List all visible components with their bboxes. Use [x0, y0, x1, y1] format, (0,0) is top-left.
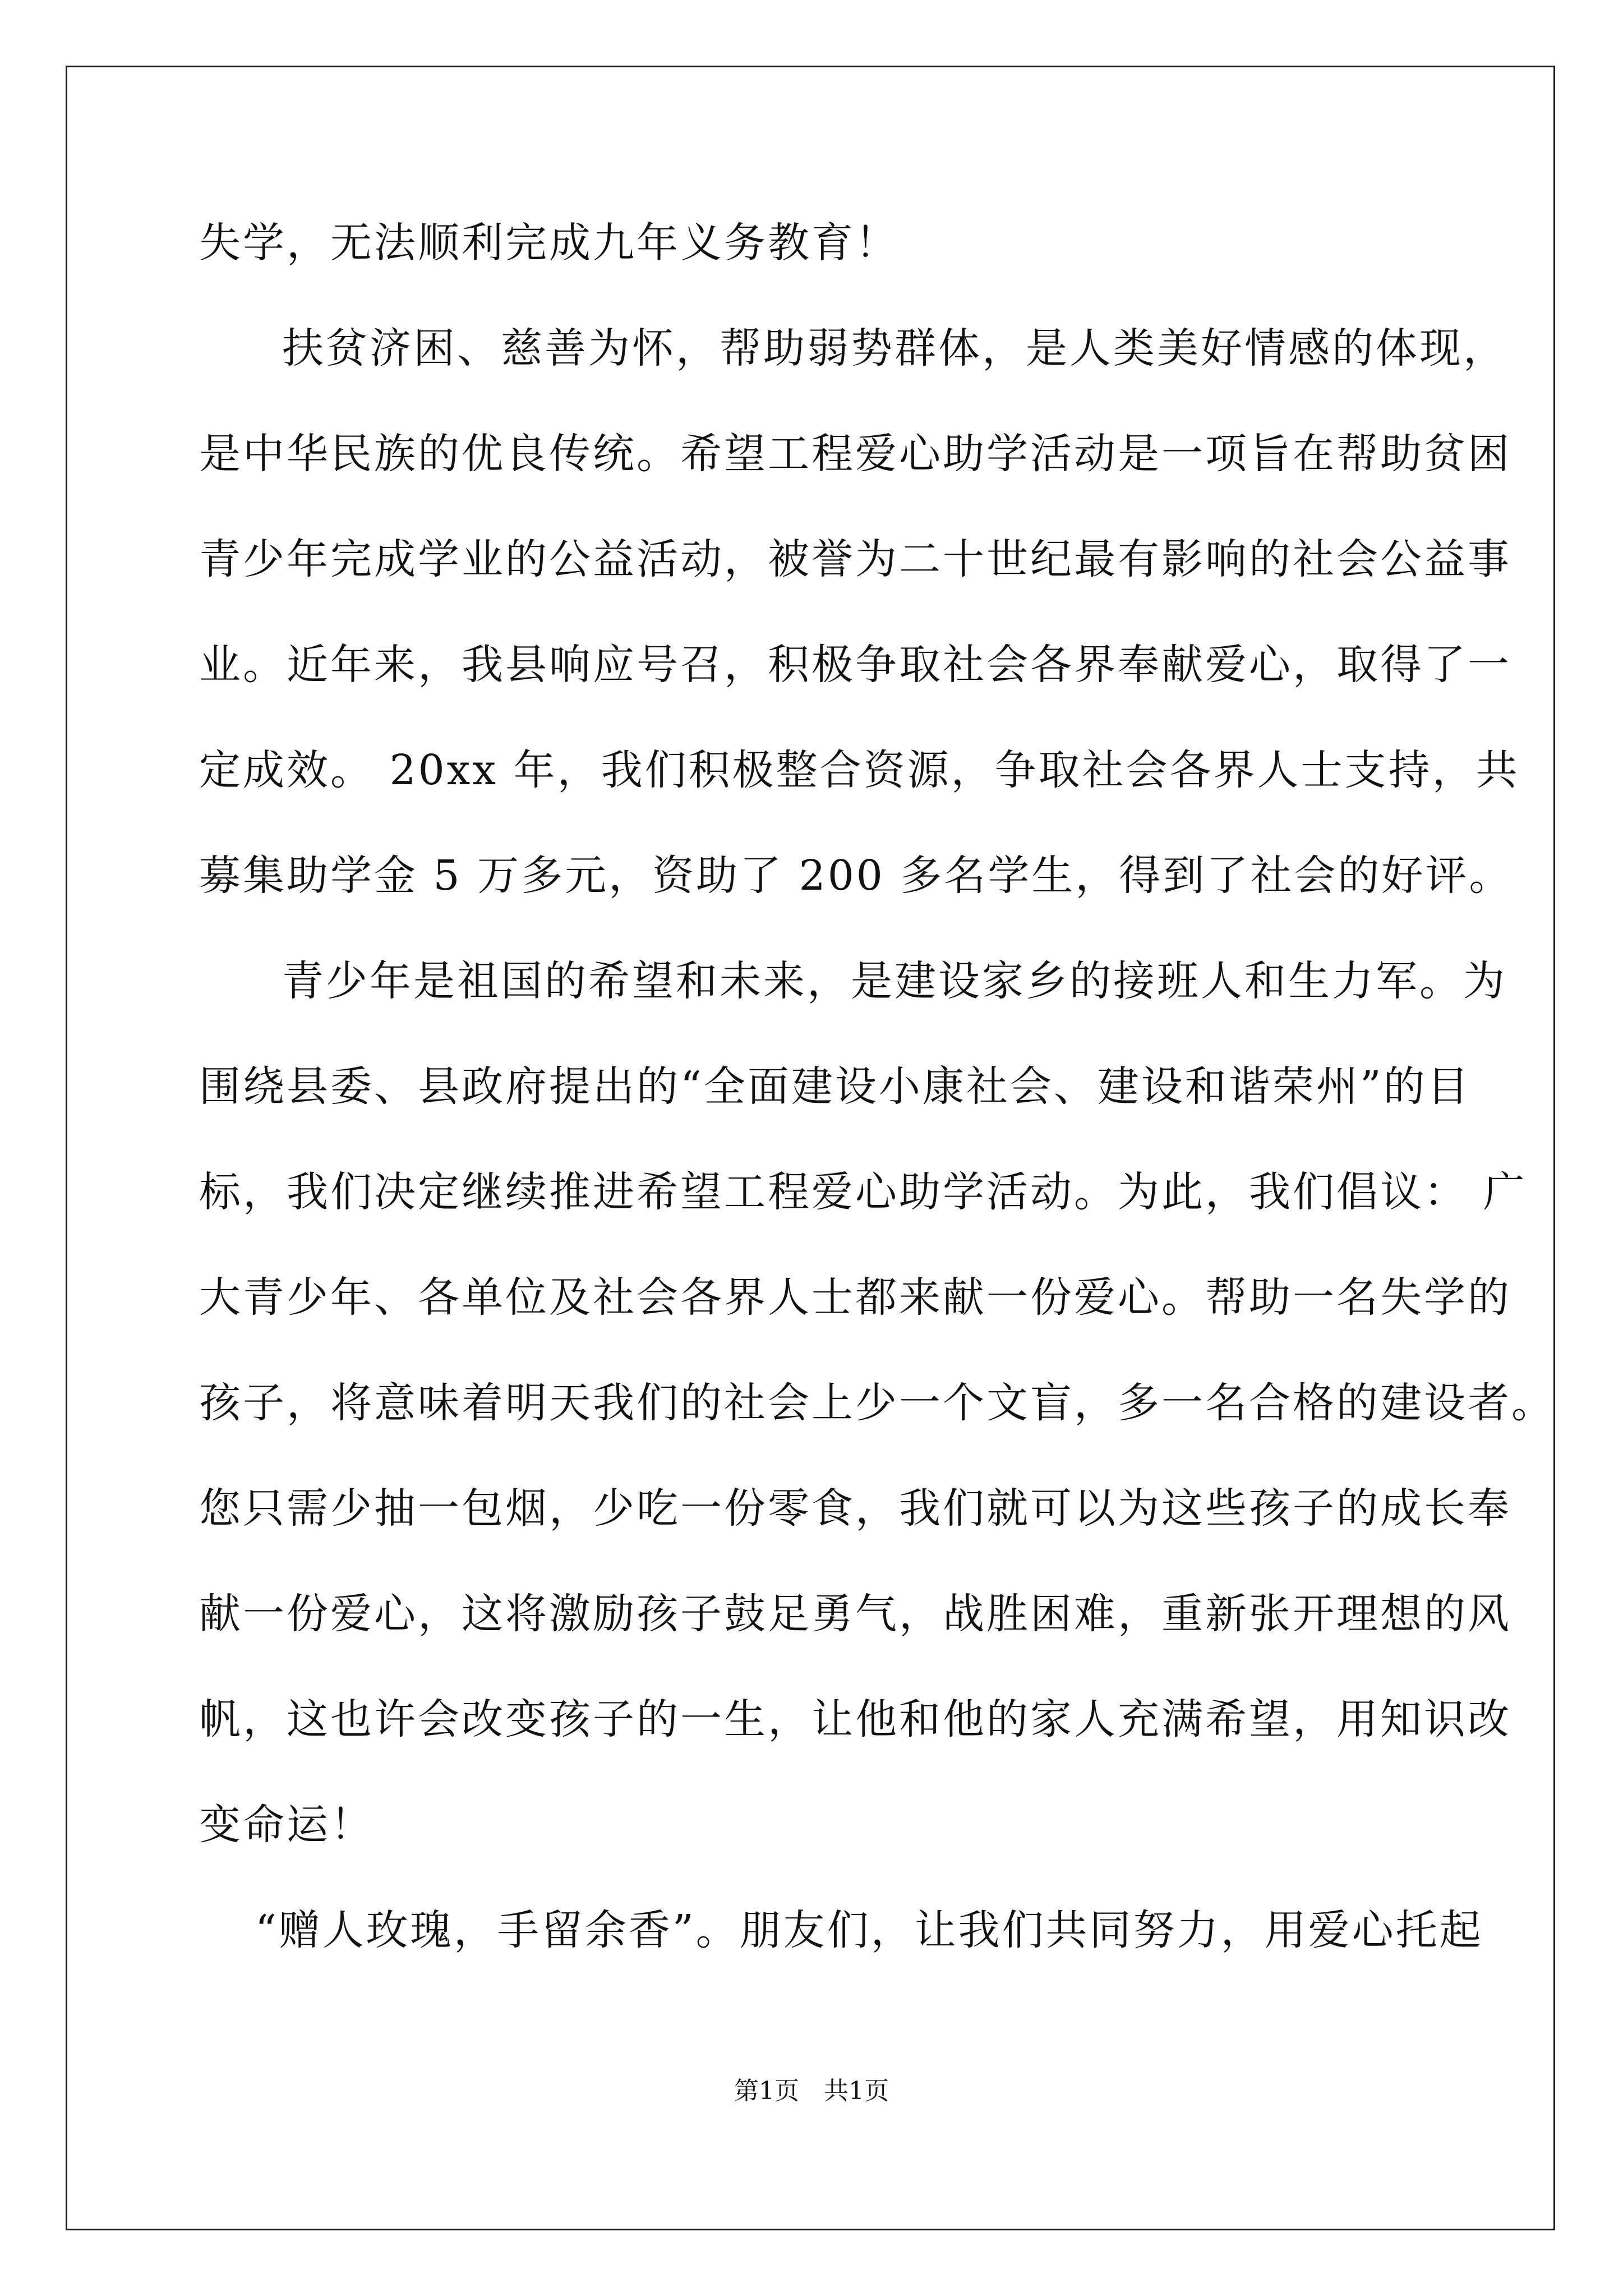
page-footer	[0, 2076, 1623, 2107]
text-line: 变命运！	[199, 1801, 374, 1849]
text-line: 大青少年、各单位及社会各界人士都来献一份爱心。帮助一名失学的	[199, 1273, 1511, 1322]
text-line: 标，我们决定继续推进希望工程爱心助学活动。为此，我们倡议： 广	[199, 1168, 1527, 1216]
text-line: 您只需少抽一包烟，少吃一份零食，我们就可以为这些孩子的成长奉	[199, 1484, 1511, 1533]
text-line: 是中华民族的优良传统。希望工程爱心助学活动是一项旨在帮助贫困	[199, 430, 1511, 478]
text-line: 围绕县委、县政府提出的“全面建设小康社会、建设和谐荣州”的目	[199, 1062, 1471, 1111]
text-line: 青少年完成学业的公益活动，被誉为二十世纪最有影响的社会公益事	[199, 535, 1511, 583]
text-line: 献一份爱心，这将激励孩子鼓足勇气，战胜困难，重新张开理想的风	[199, 1590, 1511, 1638]
text-line: 孩子，将意味着明天我们的社会上少一个文盲，多一名合格的建设者。	[199, 1379, 1555, 1427]
text-line: 募集助学金 5 万多元，资助了 200 多名学生，得到了社会的好评。	[199, 852, 1513, 900]
text-line: 青少年是祖国的希望和未来，是建设家乡的接班人和生力军。为	[282, 957, 1507, 1005]
text-line: 帆，这也许会改变孩子的一生，让他和他的家人充满希望，用知识改	[199, 1695, 1511, 1743]
page-number: 第1页	[734, 2077, 799, 2105]
page-total: 共1页	[824, 2077, 889, 2105]
text-line: 业。近年来，我县响应号召，积极争取社会各界奉献爱心，取得了一	[199, 641, 1511, 689]
text-line: 扶贫济困、慈善为怀，帮助弱势群体，是人类美好情感的体现，	[282, 324, 1507, 372]
text-line: 定成效。 20xx 年，我们积极整合资源，争取社会各界人士支持，共	[199, 746, 1520, 794]
text-line: “赠人玫瑰，手留余香”。朋友们，让我们共同努力，用爱心托起	[255, 1906, 1483, 1954]
text-line: 失学，无法顺利完成九年义务教育！	[199, 219, 899, 267]
